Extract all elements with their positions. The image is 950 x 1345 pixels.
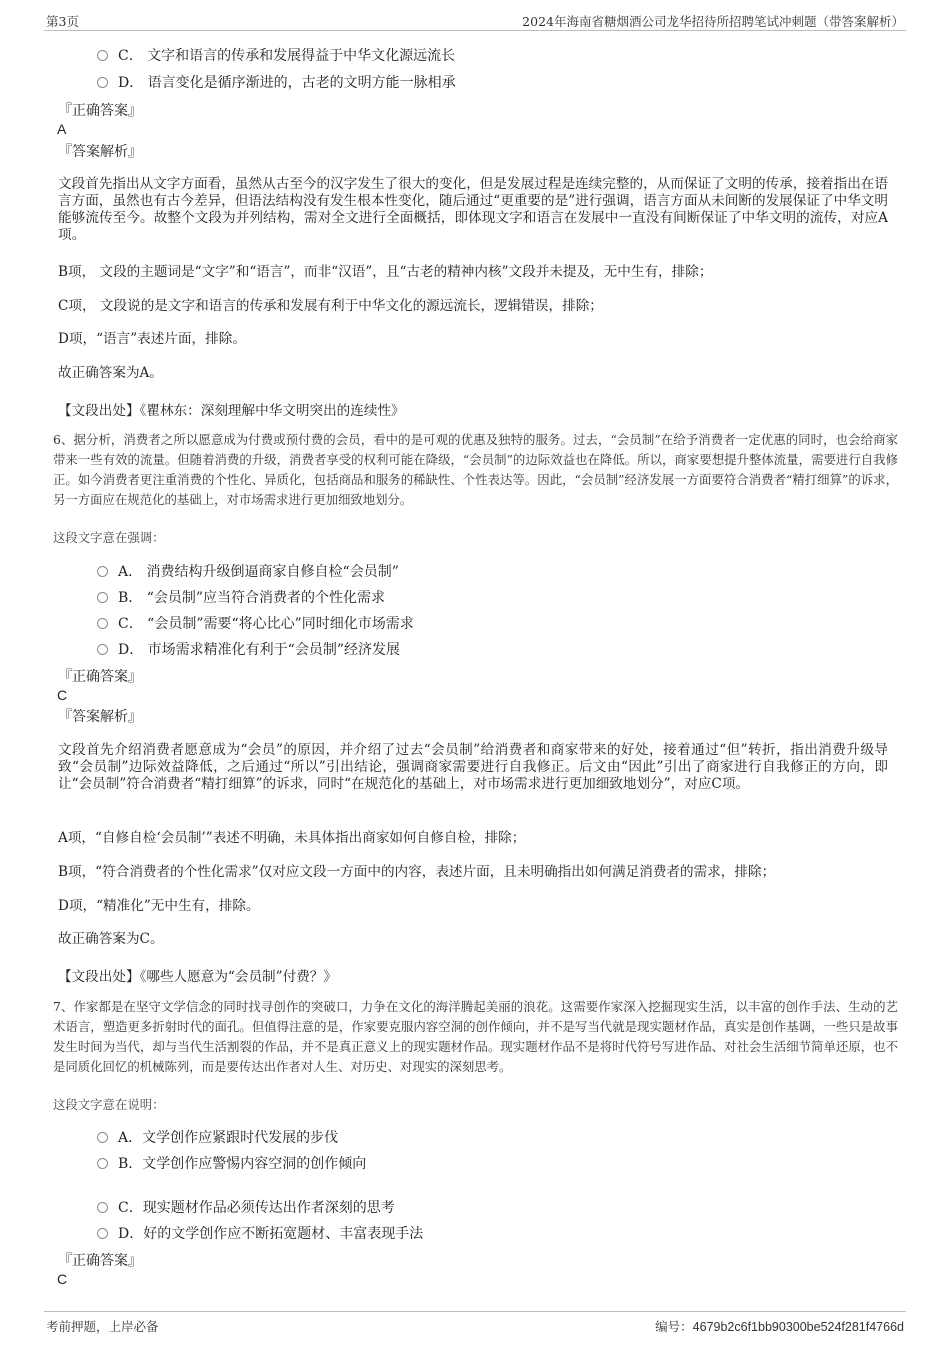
answer-value: C: [57, 1271, 68, 1287]
footer-slogan: 考前押题，上岸必备: [46, 1319, 159, 1334]
option-d-radio-row[interactable]: [97, 74, 456, 92]
page-footer: [44, 1311, 906, 1338]
answer-value: C: [57, 687, 68, 703]
source-citation: 【文段出处】《哪些人愿意为“会员制”付费？》: [58, 969, 337, 985]
conclusion: 故正确答案为A。: [58, 365, 163, 381]
radio-icon[interactable]: [97, 77, 108, 88]
analysis-paragraph: 文段首先介绍消费者愿意成为“会员”的原因，并介绍了过去“会员制”给消费者和商家带来的好处，接着通过“但”转折，指出消费升级导致“会员制”边际效益降低，之后通过“所以”引出结论，强调商家需要进行自我修正。后文由“因此”引出了商家进行自我修正的方向，即让“会员制”符合消费者“精打细算”的诉求，同时“在规范化的基础上，对市场需求进行更加细致地划分”，对应C项。: [58, 742, 888, 792]
radio-icon[interactable]: [97, 1202, 108, 1213]
option-text: D．好的文学创作应不断拓宽题材、丰富表现手法: [118, 1226, 424, 1242]
option-text: A．文学创作应紧跟时代发展的步伐: [118, 1130, 339, 1146]
question-7-text: 7、作家都是在坚守文学信念的同时找寻创作的突破口，力争在文化的海洋腾起美丽的浪花。这需要作家深入挖掘现实生活，以丰富的创作手法、生动的艺术语言，塑造更多折射时代的面孔。但值得注意的是，作家要克服内容空洞的创作倾向，并不是写当代就是现实题材作品，真实是创作基调，一些只是故事发生时间为当代，却与当代生活割裂的作品，并不是真正意义上的现实题材作品。现实题材作品不是将时代符号写进作品、对社会生活细节简单还原，也不是同质化回忆的机械陈列，而是要传达出作者对人生、对历史、对现实的深刻思考。: [53, 999, 898, 1074]
radio-icon[interactable]: [97, 618, 108, 629]
analysis-label: 『答案解析』: [58, 144, 142, 160]
radio-icon[interactable]: [97, 1158, 108, 1169]
radio-icon[interactable]: [97, 644, 108, 655]
radio-icon[interactable]: [97, 50, 108, 61]
option-text: C． 文字和语言的传承和发展得益于中华文化源远流长: [118, 48, 456, 64]
page-header: [44, 8, 906, 31]
option-d-radio-row[interactable]: [97, 1225, 423, 1243]
analysis-paragraph: 文段首先指出从文字方面看，虽然从古至今的汉字发生了很大的变化，但是发展过程是连续完整的，从而保证了文明的传承，接着指出在语言方面，虽然也有古今差异，但语法结构没有发生根本性变化，随后通过“更重要的是”进行强调，语言方面从未间断的发展保证了中华文明能够流传至今。故整个文段为并列结构，需对全文进行全面概括，即体现文字和语言在发展中一直没有间断保证了中华文明的流传，对应A项。: [58, 176, 888, 243]
option-a-radio-row[interactable]: [97, 563, 399, 581]
question-prompt: 这段文字意在强调：: [53, 530, 165, 545]
analysis-option-a: A项，“自修自检‘会员制’”表述不明确，未具体指出商家如何自修自检，排除；: [58, 830, 526, 846]
analysis-option-b: B项， 文段的主题词是“文字”和“语言”，而非“汉语”，且“古老的精神内核”文段并未提及，无中生有，排除；: [58, 264, 713, 280]
answer-label: 『正确答案』: [58, 103, 142, 119]
radio-icon[interactable]: [97, 592, 108, 603]
option-c-radio-row[interactable]: [97, 47, 455, 65]
option-text: B．文学创作应警惕内容空洞的创作倾向: [118, 1156, 367, 1172]
document-title: 2024年海南省糖烟酒公司龙华招待所招聘笔试冲刺题（带答案解析）: [522, 14, 904, 29]
analysis-label: 『答案解析』: [58, 709, 142, 725]
answer-label: 『正确答案』: [58, 1253, 142, 1269]
radio-icon[interactable]: [97, 1228, 108, 1239]
option-text: B． “会员制”应当符合消费者的个性化需求: [118, 590, 386, 606]
option-b-radio-row[interactable]: [97, 1155, 366, 1173]
option-text: C． “会员制”需要“将心比心”同时细化市场需求: [118, 616, 414, 632]
analysis-option-b: B项，“符合消费者的个性化需求”仅对应文段一方面中的内容，表述片面，且未明确指出如何满足消费者的需求，排除；: [58, 864, 776, 880]
option-c-radio-row[interactable]: [97, 615, 414, 633]
question-6-text: 6、据分析，消费者之所以愿意成为付费或预付费的会员，看中的是可观的优惠及独特的服务。过去，“会员制”在给予消费者一定优惠的同时，也会给商家带来一些有效的流量。但随着消费的升级，消费者享受的权利可能在降级，“会员制”的边际效益也在降低。所以，商家要想提升整体流量，需要进行自我修正。如今消费者更注重消费的个性化、异质化，包括商品和服务的稀缺性、个性表达等。因此，“会员制”经济发展一方面要符合消费者“精打细算”的诉求，另一方面应在规范化的基础上，对市场需求进行更加细致地划分。: [53, 432, 898, 507]
conclusion: 故正确答案为C。: [58, 931, 164, 947]
analysis-option-d: D项，“精准化”无中生有，排除。: [58, 898, 260, 914]
option-text: A． 消费结构升级倒逼商家自修自检“会员制”: [118, 564, 399, 580]
page-number: 第3页: [46, 14, 79, 29]
answer-label: 『正确答案』: [58, 669, 142, 685]
option-text: C．现实题材作品必须传达出作者深刻的思考: [118, 1200, 395, 1216]
answer-value: A: [57, 121, 67, 137]
option-text: D． 市场需求精准化有利于“会员制”经济发展: [118, 642, 400, 658]
option-d-radio-row[interactable]: [97, 641, 400, 659]
question-prompt: 这段文字意在说明：: [53, 1097, 165, 1112]
option-a-radio-row[interactable]: [97, 1129, 338, 1147]
option-text: D． 语言变化是循序渐进的，古老的文明方能一脉相承: [118, 75, 456, 91]
radio-icon[interactable]: [97, 566, 108, 577]
source-citation: 【文段出处】《瞿林东：深刻理解中华文明突出的连续性》: [58, 403, 405, 419]
analysis-option-d: D项，“语言”表述片面，排除。: [58, 331, 246, 347]
radio-icon[interactable]: [97, 1132, 108, 1143]
option-b-radio-row[interactable]: [97, 589, 385, 607]
option-c-radio-row[interactable]: [97, 1199, 395, 1217]
document-id: 编号：4679b2c6f1bb90300be524f281f4766d: [655, 1320, 904, 1334]
analysis-option-c: C项， 文段说的是文字和语言的传承和发展有利于中华文化的源远流长，逻辑错误，排除；: [58, 298, 603, 314]
